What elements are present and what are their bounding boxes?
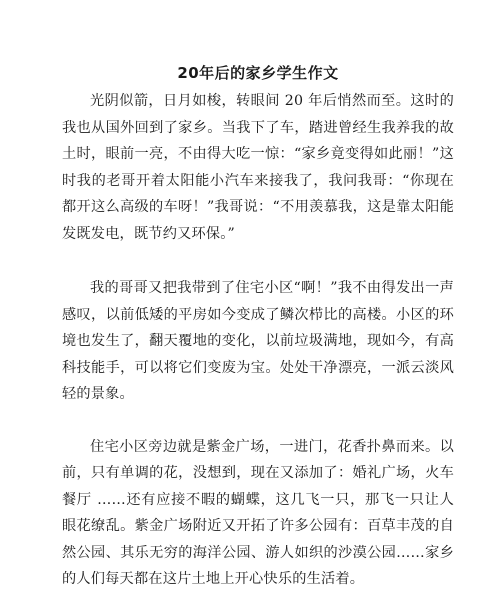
paragraph-spacer	[62, 408, 454, 434]
paragraph-3: 住宅小区旁边就是紫金广场，一进门，花香扑鼻而来。以前，只有单调的花，没想到，现在又添加了：婚礼广场，火车餐厅 ……还有应接不暇的蝴蝶，这几飞一只，那飞一只让人眼花缭乱。紫金广场附近又开拓了许多公园有：百草丰茂的自然公园、其乐无穷的海洋公园、游人如织的沙漠公园……家乡的人们每天都在这片土地上开心快乐的生活着。	[62, 438, 454, 587]
document-page	[62, 62, 454, 593]
document-title: 20年后的家乡学生作文	[177, 64, 339, 82]
paragraph-spacer	[62, 247, 454, 275]
paragraph-2: 我的哥哥又把我带到了住宅小区“啊！”我不由得发出一声感叹，以前低矮的平房如今变成了鳞次栉比的高楼。小区的环境也发生了，翻天覆地的变化，以前垃圾满地，现如今，有高科技能手，可以将它们变废为宝。处处干净漂亮，一派云淡风轻的景象。	[62, 280, 454, 402]
paragraph-1: 光阴似箭，日月如梭，转眼间 20 年后悄然而至。这时的我也从国外回到了家乡。当我下了车，踏进曾经生我养我的故土时，眼前一亮，不由得大吃一惊：“家乡竟变得如此丽！”这时我的老哥开着太阳能小汽车来接我了，我问我哥：“你现在都开这么高级的车呀！”我哥说：“不用羡慕我，这是靠太阳能发既发电，既节约又环保。”	[62, 93, 454, 242]
